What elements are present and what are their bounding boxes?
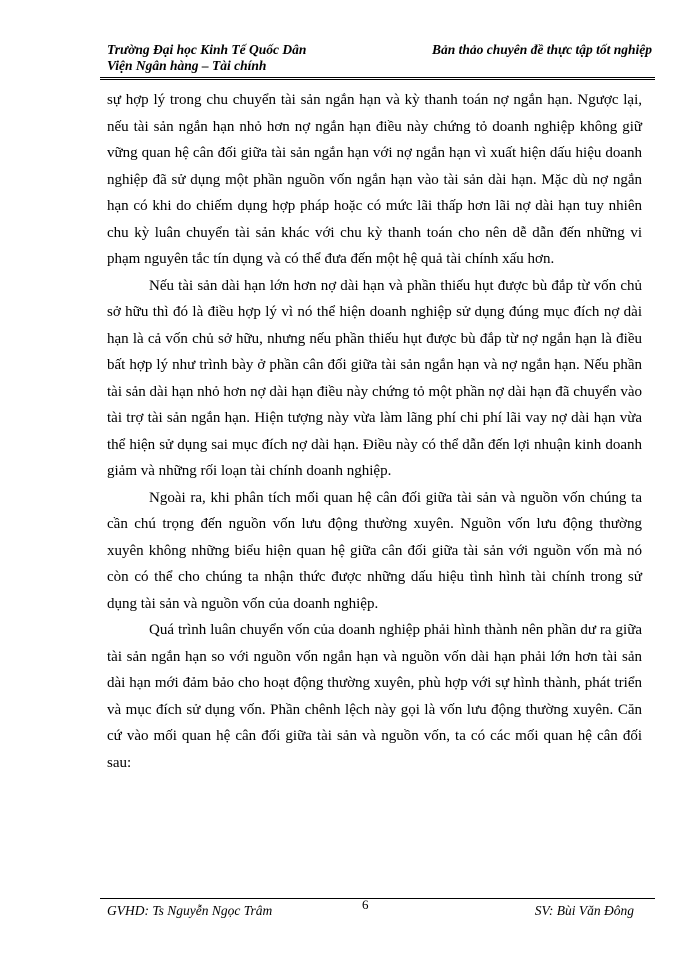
header-divider (100, 77, 655, 80)
footer-divider (100, 898, 655, 899)
footer-student: SV: Bùi Văn Đông (534, 903, 634, 918)
page-number: 6 (362, 897, 369, 912)
paragraph-3: Ngoài ra, khi phân tích mối quan hệ cân đối giữa tài sản và nguồn vốn chúng ta cần chú trọng đến nguồn vốn lưu động thường xuyên. Nguồn vốn lưu động thường xuyên không những biểu hiện quan hệ giữa cân đối giữa tài sản với nguồn vốn mà nó còn có thể cho chúng ta nhận thức được những dấu hiệu tình hình tài chính trong sử dụng tài sản và nguồn vốn của doanh nghiệp. (107, 489, 642, 612)
page-header (107, 42, 652, 78)
paragraph-4: Quá trình luân chuyển vốn của doanh nghiệp phải hình thành nên phần dư ra giữa tài sản ngắn hạn so với nguồn vốn ngắn hạn và nguồn vốn dài hạn phải lớn hơn tài sản dài hạn mới đảm bảo cho hoạt động thường xuyên, phù hợp với sự hình thành, phát triển và mục đích sử dụng vốn. Phần chênh lệch này gọi là vốn lưu động thường xuyên. Căn cứ vào mối quan hệ cân đối giữa tài sản và nguồn vốn, ta có các mối quan hệ cân đối sau: (107, 622, 642, 771)
header-university: Trường Đại học Kinh Tế Quốc Dân (107, 42, 307, 57)
header-institution (107, 42, 306, 74)
paragraph-1: sự hợp lý trong chu chuyển tài sản ngắn hạn và kỳ thanh toán nợ ngắn hạn. Ngược lại, nếu tài sản ngắn hạn nhỏ hơn nợ ngắn hạn điều này chứng tỏ doanh nghiệp không giữ vững quan hệ cân đối giữa tài sản ngắn hạn với nợ ngắn hạn vì xuất hiện dấu hiệu doanh nghiệp đã sử dụng một phần nguồn vốn ngắn hạn vào tài sản dài hạn. Mặc dù nợ ngắn hạn có khi do chiếm dụng hợp pháp hoặc có mức lãi thấp hơn lãi nợ dài hạn tuy nhiên chu kỳ luân chuyển tài sản khác với chu kỳ thanh toán cho nên dễ dẫn đến những vi phạm nguyên tắc tín dụng và có thể đưa đến một hệ quả tài chính xấu hơn. (107, 92, 642, 267)
header-document-title: Bản thảo chuyên đề thực tập tốt nghiệp (432, 42, 652, 57)
paragraph-2: Nếu tài sản dài hạn lớn hơn nợ dài hạn và phần thiếu hụt được bù đắp từ vốn chủ sở hữu thì đó là điều hợp lý vì nó thể hiện doanh nghiệp sử dụng đúng mục đích nợ dài hạn là cả vốn chủ sở hữu, nhưng nếu phần thiếu hụt được bù đắp từ nợ ngắn hạn là điều bất hợp lý như trình bày ở phần cân đối giữa tài sản ngắn hạn và nợ ngắn hạn. Nếu phần tài sản dài hạn nhỏ hơn nợ dài hạn điều này chứng tỏ một phần nợ dài hạn đã chuyển vào tài trợ tài sản ngắn hạn. Hiện tượng này vừa làm lãng phí chi phí lãi vay nợ dài hạn vừa thể hiện sử dụng sai mục đích nợ dài hạn. Điều này có thể dẫn đến lợi nhuận kinh doanh giảm và những rối loạn tài chính doanh nghiệp. (107, 277, 642, 479)
document-body (107, 87, 642, 776)
page-footer (107, 897, 642, 923)
footer-supervisor: GVHD: Ts Nguyễn Ngọc Trâm (107, 903, 273, 918)
header-institute: Viện Ngân hàng – Tài chính (107, 58, 267, 73)
